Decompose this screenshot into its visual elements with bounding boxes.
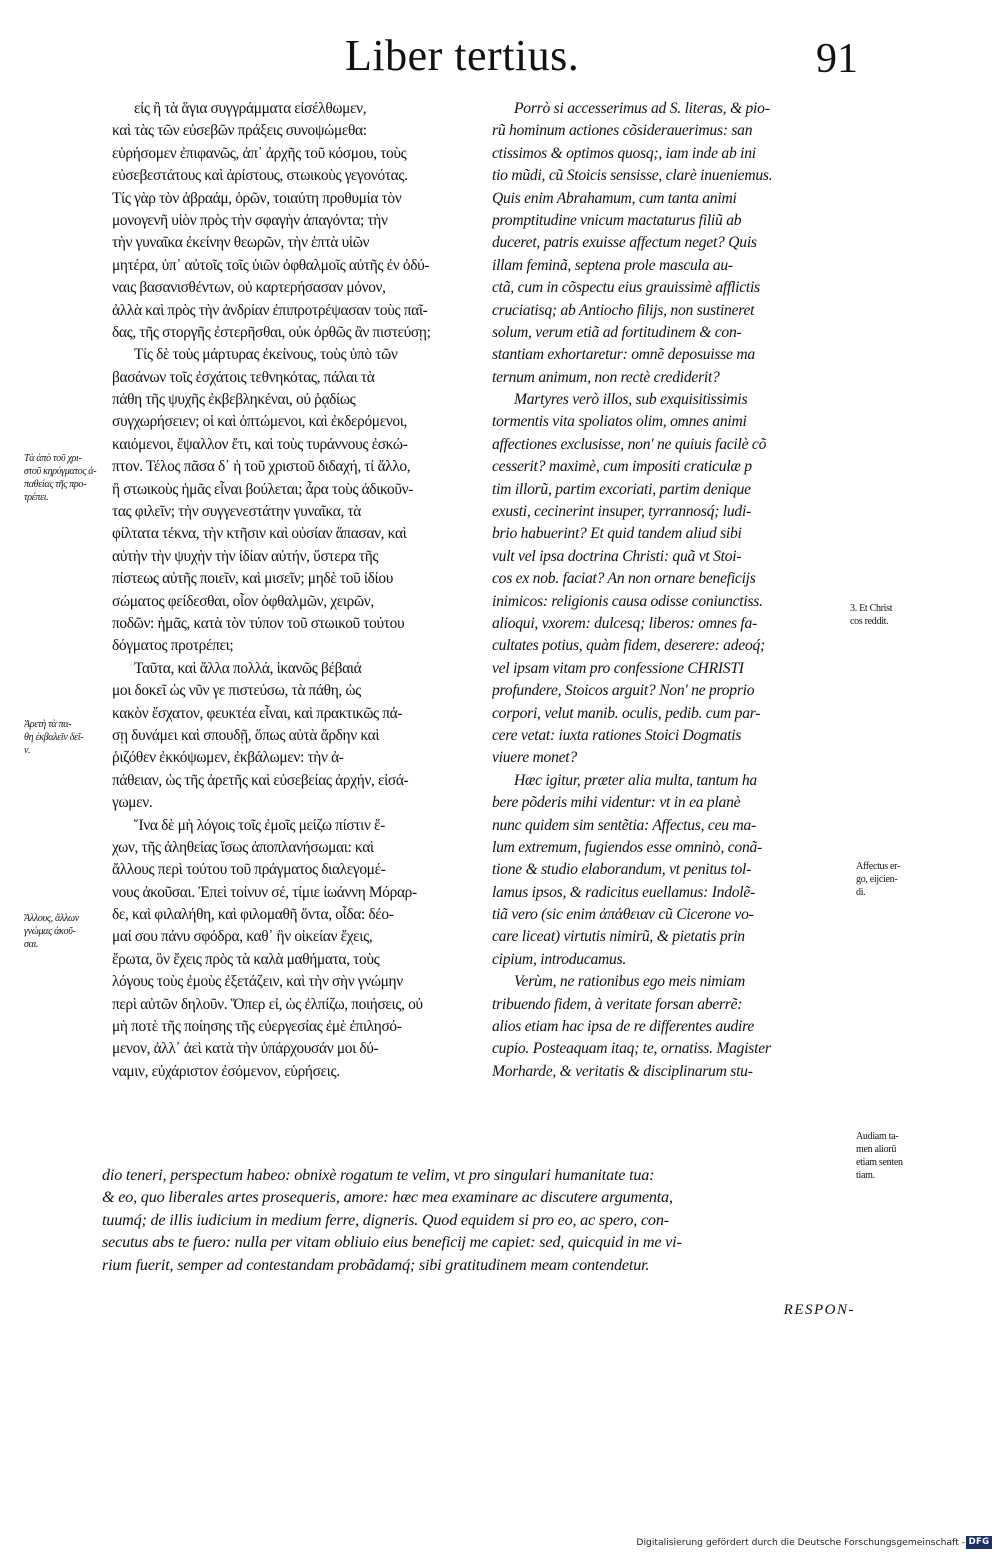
text-line: cos ex nob. faciat? An non ornare beneficijs bbox=[492, 570, 756, 588]
text-line: lum extremum, fugiendos esse omninò, conã- bbox=[492, 838, 762, 856]
margin-note-line: Affectus er- bbox=[856, 861, 901, 872]
running-head-title: Liber tertius. bbox=[345, 31, 580, 80]
latin-text-column bbox=[492, 98, 852, 1083]
text-line: bere põderis mihi videntur: vt in ea planè bbox=[492, 794, 741, 812]
margin-note-left bbox=[24, 452, 104, 504]
text-line: affectiones exclusisse, non' ne quiuis facilè cõ bbox=[492, 435, 767, 453]
text-line: inimicos: religionis causa odisse coniunctiss. bbox=[492, 592, 763, 610]
text-line: Verùm, ne rationibus ego meis nimiam bbox=[514, 973, 745, 991]
margin-note-line: στοῦ κηρύγματος ἀ- bbox=[24, 466, 97, 477]
text-line: βασάνων τοῖς ἐσχάτοις τεθνηκότας, πάλαι τὰ bbox=[112, 368, 375, 386]
margin-note-line: ν. bbox=[24, 745, 31, 756]
margin-note-line: τρέπει. bbox=[24, 492, 49, 503]
text-line: πίστεως αὐτῆς ποιεῖν, καὶ μισεῖν; μηδὲ τοῦ ἰδίου bbox=[112, 570, 393, 588]
text-line: corpori, velut manib. oculis, pedib. cum par- bbox=[492, 704, 761, 722]
text-line: ἀλλὰ καὶ πρὸς τὴν ἀνδρίαν ἐπιπροτρέψασαν τοὺς παῖ- bbox=[112, 301, 428, 319]
margin-note-line: tiam. bbox=[856, 1170, 875, 1181]
text-line: δε, καὶ φιλαλήθη, καὶ φιλομαθῆ ὄντα, οἶδα: δέο- bbox=[112, 906, 394, 924]
text-line: τας φιλεῖν; τὴν συγγενεστάτην γυναῖκα, τὰ bbox=[112, 503, 361, 521]
text-line: μὴ ποτὲ τῆς ποίησης τῆς εὐεργεσίας ἐμὲ ἐπιλησό- bbox=[112, 1018, 402, 1036]
catchword: RESPON- bbox=[783, 1302, 855, 1318]
margin-note-line: θη ἐκβαλεῖν δεῖ- bbox=[24, 732, 84, 743]
text-line: solum, verum etiã ad fortitudinem & con- bbox=[492, 323, 742, 341]
text-line: cultates potius, quàm fidem, deserere: adeoq́; bbox=[492, 637, 765, 655]
margin-note-right bbox=[856, 1130, 986, 1182]
text-line: tio mũdi, cũ Stoicis sensisse, clarè inueniemus. bbox=[492, 167, 773, 185]
margin-note-line: 3. Et Christ bbox=[850, 603, 893, 614]
text-line: μονογενῆ υἱὸν πρὸς τὴν σφαγὴν ἀπαγόντα; τὴν bbox=[112, 211, 388, 229]
text-line: lamus ipsos, & radicitus euellamus: Indolẽ- bbox=[492, 883, 755, 901]
text-line: cesserit? maximè, cum impositi craticulæ p bbox=[492, 458, 752, 476]
text-line: Martyres verò illos, sub exquisitissimis bbox=[514, 391, 748, 409]
text-line: Ἵνα δὲ μὴ λόγοις τοῖς ἐμοῖς μείζω πίστιν ἔ- bbox=[134, 816, 385, 834]
text-line: μοι δοκεῖ ὡς νῦν γε πιστεύσω, τὰ πάθη, ὡς bbox=[112, 682, 361, 700]
text-line: γωμεν. bbox=[112, 794, 153, 812]
text-line: αὐτὴν τὴν ψυχὴν τὴν ἰδίαν αὐτήν, ὕστερα τῆς bbox=[112, 547, 379, 565]
text-line: Τίς δὲ τοὺς μάρτυρας ἐκείνους, τοὺς ὑπὸ τῶν bbox=[134, 346, 398, 364]
text-line: νους ἀκοῦσαι. Ἐπεὶ τοίνυν σέ, τίμιε ἰωάννη Μόραρ- bbox=[112, 883, 417, 901]
dfg-logo: DFG bbox=[966, 1536, 992, 1549]
text-line: ναμιν, εὐχάριστον ἐσόμενον, εὑρήσεις. bbox=[112, 1062, 340, 1080]
text-line: τὴν γυναῖκα ἐκείνην θεωρῶν, τὴν ἑπτὰ υἱῶν bbox=[112, 234, 370, 252]
greek-text-column bbox=[112, 98, 490, 1083]
margin-note-line: Ἄλλους, ἄλλων bbox=[24, 913, 79, 924]
margin-note-line: etiam senten bbox=[856, 1157, 903, 1168]
text-line: εἰς ἢ τὰ ἅγια συγγράμματα εἰσέλθωμεν, bbox=[134, 100, 367, 117]
text-line: ctissimos & optimos quosq;, iam inde ab ini bbox=[492, 144, 756, 162]
text-line: viuere monet? bbox=[492, 749, 577, 767]
text-line: κακὸν ἔσχατον, φευκτέα εἶναι, καὶ πρακτικῶς πά- bbox=[112, 704, 403, 722]
text-line: dio teneri, perspectum habeo: obnixè rogatum te velim, vt pro singulari humanitate tua: bbox=[102, 1166, 655, 1184]
text-line: cipium, introducamus. bbox=[492, 950, 627, 968]
text-line: promptitudine vnicum mactaturus filiũ ab bbox=[492, 211, 742, 229]
margin-note-line: Audiam ta- bbox=[856, 1131, 899, 1142]
text-line: φίλτατα τέκνα, τὴν κτῆσιν καὶ οὐσίαν ἅπασαν, καὶ bbox=[112, 525, 407, 543]
text-line: cere vetat: iuxta rationes Stoici Dogmatis bbox=[492, 726, 742, 744]
text-line: Τίς γὰρ τὸν ἀβραάμ, ὁρῶν, τοιαύτη προθυμία τὸν bbox=[112, 189, 402, 207]
text-line: vult vel ipsa doctrina Christi: quã vt Stoi- bbox=[492, 547, 742, 565]
text-line: σώματος φείδεσθαι, οἷον ὀφθαλμῶν, χειρῶν, bbox=[112, 592, 374, 610]
text-line: ἔρωτα, ὃν ἔχεις πρὸς τὰ καλὰ μαθήματα, τοὺς bbox=[112, 950, 380, 968]
page-number: 91 bbox=[816, 36, 858, 82]
text-line: tiã vero (sic enim ἀπάθειαν cũ Cicerone vo- bbox=[492, 906, 754, 924]
margin-note-line: go, eijcien- bbox=[856, 874, 898, 885]
text-line: μαί σου πάνυ σφόδρα, καθ᾽ ἣν οἰκείαν ἔχεις, bbox=[112, 928, 373, 946]
text-line: συγχωρήσειεν; οἱ καὶ ὀπτώμενοι, καὶ ἐκδερόμενοι, bbox=[112, 413, 408, 431]
text-line: πάθη τῆς ψυχῆς ἐκβεβληκέναι, οὐ ῥᾳδίως bbox=[112, 391, 356, 409]
margin-note-line: cos reddit. bbox=[850, 616, 889, 627]
text-line: πάθειαν, ὡς τῆς ἀρετῆς καὶ εὐσεβείας ἀρχήν, εἰσά- bbox=[112, 771, 409, 789]
text-line: εὐσεβεστάτους καὶ ἀρίστους, στωικοὺς γεγονότας. bbox=[112, 167, 408, 185]
margin-note-line: γνώμας ἀκοῦ- bbox=[24, 926, 76, 937]
margin-note-line: σαι. bbox=[24, 939, 39, 950]
text-line: μητέρα, ὑπ᾽ αὐτοῖς τοῖς ὑιῶν ὀφθαλμοῖς αὐτῆς ἐν ὀδύ- bbox=[112, 256, 430, 274]
text-line: ναις βασανισθέντων, οὐ καρτερήσασαν μόνον, bbox=[112, 279, 386, 297]
text-line: exusti, cecinerint insuper, tyrrannosq́; ludi- bbox=[492, 503, 751, 521]
margin-note-line: Ἀρετὴ τὰ πα- bbox=[24, 719, 72, 730]
text-line: cupio. Posteaquam itaq; te, ornatiss. Magister bbox=[492, 1040, 771, 1058]
latin-closing-paragraph bbox=[102, 1164, 862, 1276]
text-line: nunc quidem sim sentẽtia: Affectus, ceu ma- bbox=[492, 816, 756, 834]
text-line: εὑρήσομεν ἐπιφανῶς, ἀπ᾽ ἀρχῆς τοῦ κόσμου, τοὺς bbox=[112, 144, 407, 162]
text-line: care liceat) virtutis nimirũ, & pietatis prin bbox=[492, 928, 745, 946]
text-line: rium fuerit, semper ad contestandam probãdamq́; sibi gratitudinem meam contendetur. bbox=[102, 1255, 650, 1274]
margin-note-left bbox=[24, 718, 104, 757]
text-line: ἢ στωικοὺς ἡμᾶς εἶναι βούλεται; ἆρα τοὺς ἀδικοῦν- bbox=[112, 480, 414, 498]
text-line: Porrò si accesserimus ad S. literas, & pio- bbox=[514, 100, 770, 117]
margin-note-left bbox=[24, 912, 104, 951]
text-line: Morharde, & veritatis & disciplinarum stu- bbox=[492, 1062, 753, 1080]
text-line: secutus abs te fuero: nulla per vitam obliuio eius beneficij me capiet: sed, quicquid in me vi- bbox=[102, 1233, 682, 1252]
text-line: brio habuerint? Et quid tandem aliud sibi bbox=[492, 525, 742, 543]
text-line: stantiam exhortaretur: omnẽ deposuisse ma bbox=[492, 346, 755, 364]
text-line: μενον, ἀλλ᾽ ἀεὶ κατὰ τὴν ὑπάρχουσάν μοι δύ- bbox=[112, 1040, 379, 1058]
text-line: Quis enim Abrahamum, cum tanta animi bbox=[492, 189, 737, 207]
text-line: ἄλλους περὶ τούτου τοῦ πράγματος διαλεγομέ- bbox=[112, 861, 386, 879]
margin-note-line: men aliorũ bbox=[856, 1144, 897, 1155]
text-line: & eo, quo liberales artes prosequeris, amore: hæc mea examinare ac discutere argumenta, bbox=[102, 1188, 673, 1207]
text-line: σῃ δυνάμει καὶ σπουδῇ, ὅπως αὐτὰ ἄρδην καὶ bbox=[112, 726, 380, 744]
text-line: λόγους τοὺς ἐμοὺς ἐξετάζειν, καὶ τὴν σὴν γνώμην bbox=[112, 973, 403, 991]
text-line: δόγματος προτρέπει; bbox=[112, 637, 234, 655]
text-line: alios etiam hac ipsa de re differentes audire bbox=[492, 1018, 755, 1036]
text-line: rũ hominum actiones cõsiderauerimus: san bbox=[492, 122, 753, 140]
text-line: ternum animum, non rectè crediderit? bbox=[492, 368, 720, 386]
text-line: καὶ τὰς τῶν εὐσεβῶν πράξεις συνοψώμεθα: bbox=[112, 122, 367, 140]
text-line: cruciatisq; ab Antiocho filijs, non sustineret bbox=[492, 301, 755, 319]
text-line: ποδῶν: ἡμᾶς, κατὰ τὸν τύπον τοῦ στωικοῦ τούτου bbox=[112, 614, 405, 632]
text-line: δας, τῆς στοργῆς ἐστερῆσθαι, οὐκ ὀρθῶς ἂν πιστεύσῃ; bbox=[112, 323, 431, 341]
text-line: καιόμενοι, ἔψαλλον ἔτι, καὶ τοὺς τυράννους ἐσκώ- bbox=[112, 435, 408, 453]
text-line: ctã, cum in cõspectu eius grauissimè afflictis bbox=[492, 279, 760, 297]
text-line: illam feminã, septena prole mascula au- bbox=[492, 256, 733, 274]
text-line: vel ipsam vitam pro confessione CHRISTI bbox=[492, 659, 744, 677]
margin-note-right bbox=[850, 602, 985, 628]
text-line: tim illorũ, partim excoriati, partim denique bbox=[492, 480, 751, 498]
margin-note-line: di. bbox=[856, 887, 866, 898]
text-line: Ταῦτα, καὶ ἄλλα πολλά, ἱκανῶς βέβαιά bbox=[134, 659, 362, 677]
text-line: tione & studio elaborandum, vt penitus tol- bbox=[492, 861, 752, 879]
text-line: περὶ αὐτῶν δηλοῦν. Ὅπερ εἰ, ὡς ἐλπίζω, ποιήσεις, οὐ bbox=[112, 995, 423, 1013]
text-line: tribuendo fidem, à veritate forsan aberrẽ: bbox=[492, 995, 743, 1013]
margin-note-right bbox=[856, 860, 986, 899]
text-line: χων, τῆς ἀληθείας ἴσως ἀποπλανήσωμαι: καὶ bbox=[112, 838, 374, 856]
text-line: ῥιζόθεν ἐκκόψωμεν, ἐκβάλωμεν: τὴν ἀ- bbox=[112, 749, 344, 767]
margin-note-line: παθείας τῆς προ- bbox=[24, 479, 87, 490]
text-line: profundere, Stoicos arguit? Non' ne proprio bbox=[492, 682, 755, 700]
text-line: duceret, patris exuisse affectum neget? Quis bbox=[492, 234, 757, 252]
text-line: Hæc igitur, præter alia multa, tantum ha bbox=[514, 771, 757, 789]
text-line: tormentis vita spoliatos olim, omnes animi bbox=[492, 413, 747, 431]
margin-note-line: Τὰ ἀπὸ τοῦ χρι- bbox=[24, 453, 82, 464]
digitization-credit: Digitalisierung gefördert durch die Deutsche Forschungsgemeinschaft - bbox=[636, 1537, 965, 1548]
text-line: alioqui, vxorem: dulcesq; liberos: omnes fa- bbox=[492, 614, 758, 632]
text-line: tuumq́; de illis iudicium in medium ferre, digneris. Quod equidem si pro eo, ac spero, con- bbox=[102, 1210, 669, 1229]
text-line: πτον. Τέλος πᾶσα δ᾽ ἡ τοῦ χριστοῦ διδαχή, τί ἄλλο, bbox=[112, 458, 411, 476]
